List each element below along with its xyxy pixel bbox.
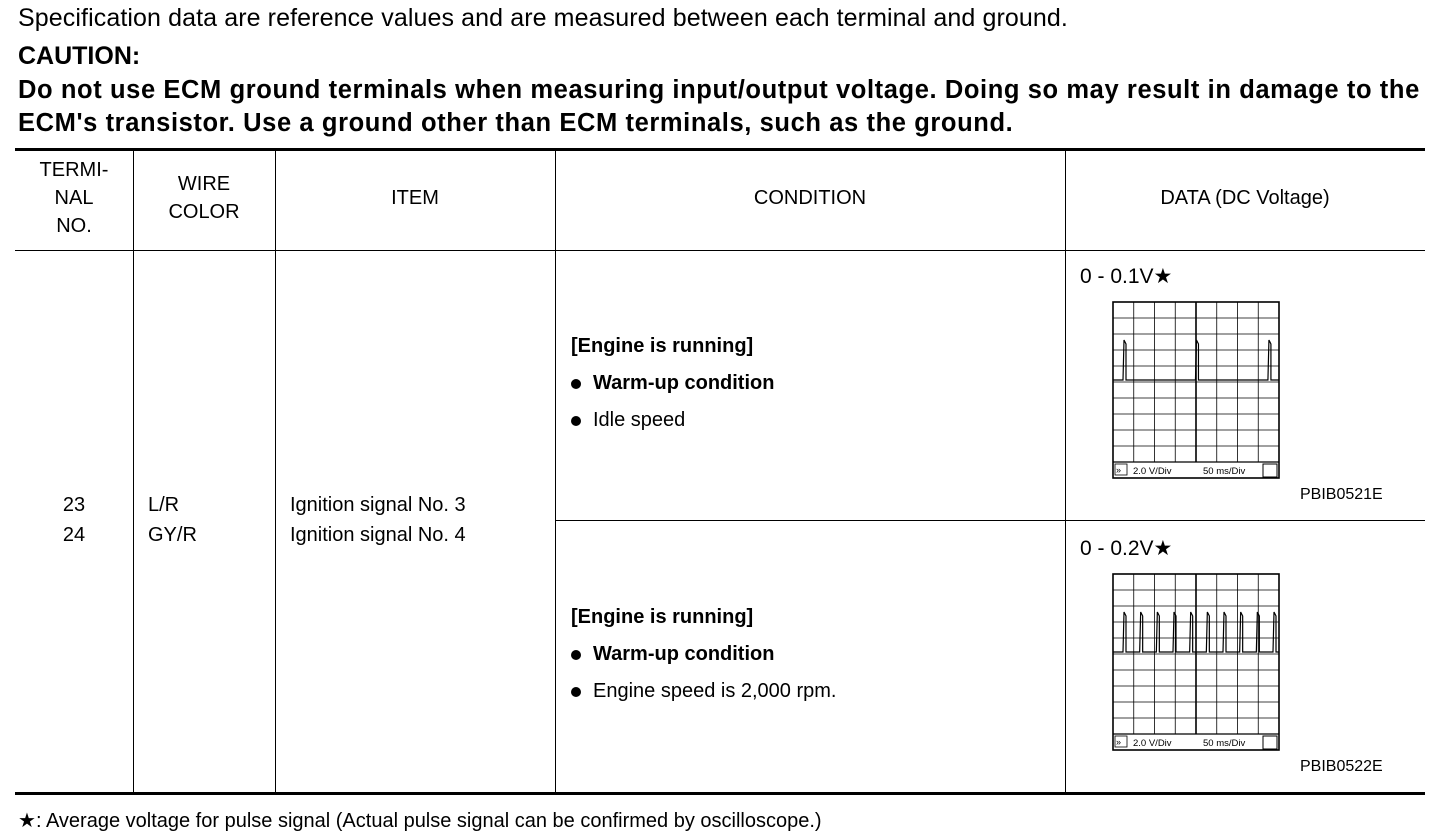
header-terminal: TERMI- NAL NO. (39, 159, 109, 237)
figure-code-1: PBIB0521E (1300, 486, 1383, 503)
scope-volt-scale: 2.0 V/Div (1133, 738, 1172, 749)
star-icon: ★ (18, 810, 36, 832)
caution-title: CAUTION: (18, 42, 141, 70)
scope-time-scale: 50 ms/Div (1203, 738, 1246, 749)
condition-1-title: [Engine is running] (571, 335, 754, 357)
condition-1-bullet-1: Warm-up condition (571, 372, 774, 395)
header-data: DATA (DC Voltage) (1160, 187, 1330, 209)
voltage-1: 0 - 0.1V★ (1080, 265, 1173, 288)
voltage-2: 0 - 0.2V★ (1080, 537, 1173, 560)
header-item: ITEM (391, 187, 439, 209)
star-icon: ★ (1153, 265, 1173, 288)
intro-text: Specification data are reference values and are measured between each terminal and ground. (18, 4, 1068, 32)
header-condition: CONDITION (753, 187, 867, 209)
condition-2-bullet-1: Warm-up condition (571, 643, 774, 666)
figure-code-2: PBIB0522E (1300, 758, 1383, 775)
bullet-dot-icon (571, 650, 581, 660)
scope-corner-box (1263, 736, 1277, 749)
bullet-dot-icon (571, 379, 581, 389)
table-bottom-rule (15, 792, 1425, 795)
scope-volt-scale: 2.0 V/Div (1133, 466, 1172, 477)
condition-1-bullet-2: Idle speed (571, 409, 685, 432)
table-top-rule (15, 148, 1425, 151)
scope-time-scale: 50 ms/Div (1203, 466, 1246, 477)
condition-2-title: [Engine is running] (571, 606, 754, 628)
col-divider-1 (133, 151, 134, 792)
item-names: Ignition signal No. 3 Ignition signal No. 4 (290, 494, 466, 546)
wire-colors: L/R GY/R (148, 494, 197, 546)
col-divider-4 (1065, 151, 1066, 792)
bullet-dot-icon (571, 416, 581, 426)
double-chevron-icon-glyph: » (1116, 465, 1122, 475)
col-divider-2 (275, 151, 276, 792)
star-icon: ★ (1153, 537, 1173, 560)
caution-body: Do not use ECM ground terminals when measuring input/output voltage. Doing so may result in damage to the ECM's transistor. Use a ground other than ECM terminals, such as the ground. (18, 76, 1420, 137)
double-chevron-icon-glyph: » (1116, 737, 1122, 747)
header-bottom-rule (15, 250, 1425, 251)
oscilloscope-waveform-2 (1112, 573, 1280, 753)
condition-divider (555, 520, 1425, 521)
header-wire-color: WIRE COLOR (168, 173, 240, 223)
condition-2-bullet-2: Engine speed is 2,000 rpm. (571, 680, 837, 703)
terminal-numbers: 23 24 (62, 494, 86, 546)
oscilloscope-waveform-1 (1112, 301, 1280, 481)
bullet-dot-icon (571, 687, 581, 697)
footnote: ★: Average voltage for pulse signal (Actual pulse signal can be confirmed by oscilloscope.) (18, 810, 822, 832)
col-divider-3 (555, 151, 556, 792)
scope-corner-box (1263, 464, 1277, 477)
